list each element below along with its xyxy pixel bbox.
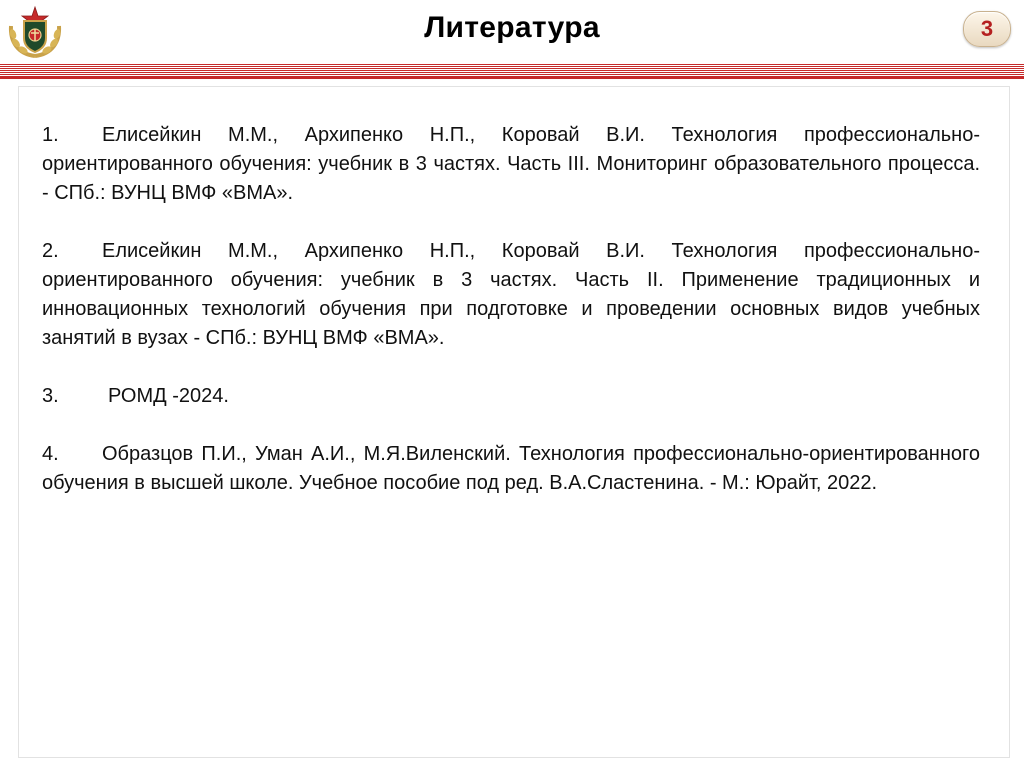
reference-item	[42, 237, 980, 353]
reference-item	[42, 440, 980, 498]
page-number: 3	[980, 16, 994, 41]
reference-number: 2.	[42, 240, 59, 262]
reference-number: 3.	[42, 385, 59, 407]
reference-item	[42, 121, 980, 208]
reference-text: Елисейкин М.М., Архипенко Н.П., Коровай В.И. Технология профессионально-ориентированного обучения: учебник в 3 частях. Часть III. Мониторинг образовательного процесса. - СПб.: ВУНЦ ВМФ «ВМА».	[42, 124, 980, 204]
reference-number: 1.	[42, 124, 59, 146]
header	[0, 0, 1024, 64]
reference-number: 4.	[42, 443, 59, 465]
page-number-badge	[963, 11, 1011, 47]
page-title: Литература	[424, 11, 600, 44]
reference-item	[42, 382, 980, 411]
reference-text: Образцов П.И., Уман А.И., М.Я.Виленский. Технология профессионально-ориентированного обучения в высшей школе. Учебное пособие под ред. В.А.Сластенина. - М.: Юрайт, 2022.	[42, 443, 980, 494]
header-divider-bottom	[0, 76, 1024, 79]
reference-list	[42, 121, 980, 527]
reference-text: РОМД -2024.	[108, 385, 229, 407]
reference-text: Елисейкин М.М., Архипенко Н.П., Коровай В.И. Технология профессионально-ориентированного обучения: учебник в 3 частях. Часть II. Применение традиционных и инновационных технологий обучения при подготовке и проведении основных видов учебных занятий в вузах - СПб.: ВУНЦ ВМФ «ВМА».	[42, 240, 980, 349]
